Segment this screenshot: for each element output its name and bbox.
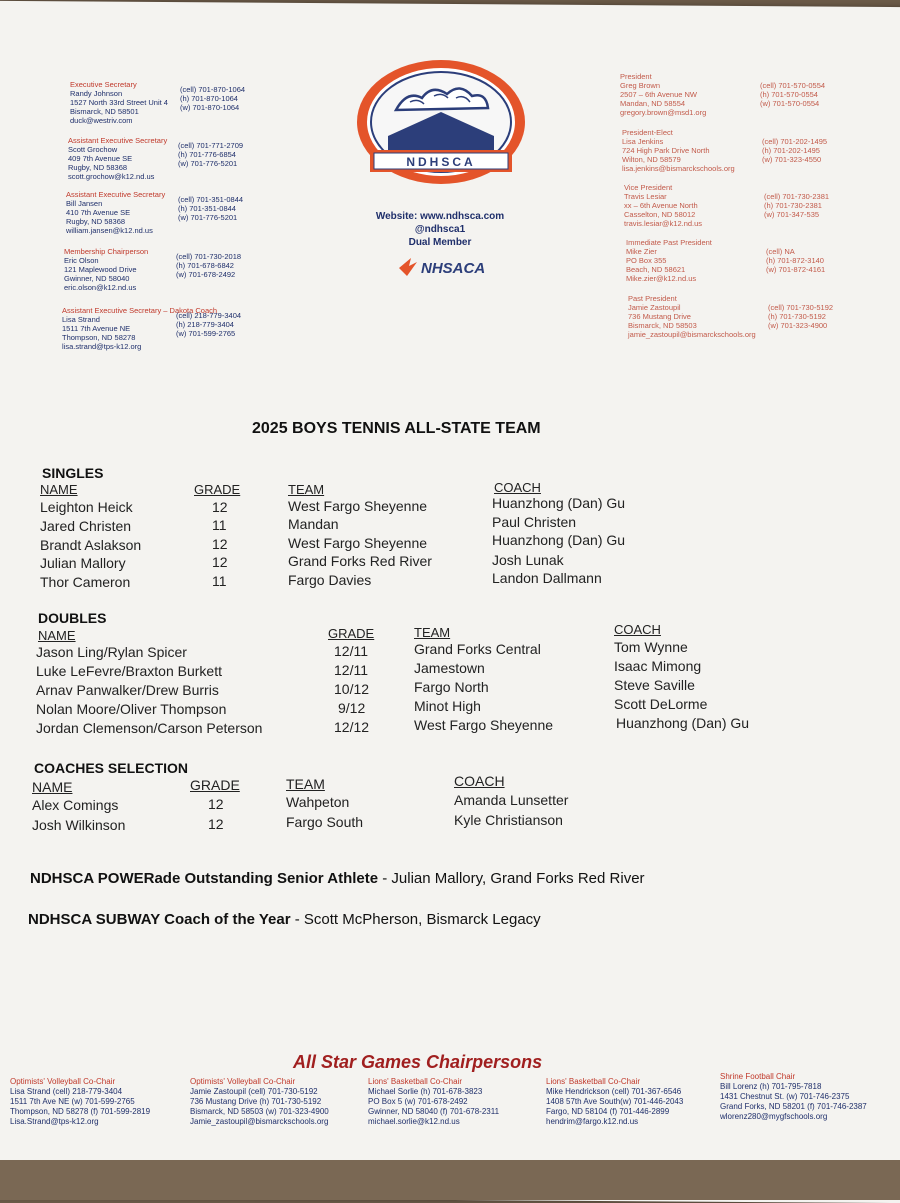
chair-email: wlorenz280@mygfschools.org [720, 1112, 828, 1121]
team-pair-names: Jordan Clemenson/Carson Peterson [36, 720, 263, 736]
contact-block [620, 72, 840, 117]
contact-phone: (w) 701-323-4550 [762, 155, 822, 164]
chair-role: Lions' Basketball Co-Chair [546, 1077, 641, 1086]
player-grade: 12 [208, 796, 224, 812]
award-senior-athlete [30, 870, 645, 887]
contact-phone: (w) 701-678-2492 [176, 270, 236, 279]
col-header-grade: GRADE [190, 777, 240, 793]
contact-phone: (cell) 701-730-2018 [176, 252, 242, 261]
player-coach: Kyle Christianson [454, 812, 563, 828]
contact-phone: (h) 218-779-3404 [176, 320, 234, 329]
contact-line: Bismarck, ND 58501 [70, 107, 139, 116]
player-name: Jared Christen [40, 518, 132, 534]
contact-email: Mike.zier@k12.nd.us [626, 274, 697, 283]
player-grade: 12 [212, 499, 228, 515]
contact-line: Wilton, ND 58579 [622, 155, 681, 164]
col-header-grade: GRADE [194, 482, 241, 497]
contact-line: Rugby, ND 58368 [68, 163, 128, 172]
player-coach: Paul Christen [492, 514, 577, 530]
chair-line: Bill Lorenz (h) 701-795-7818 [720, 1082, 822, 1091]
contact-phone: (cell) 701-730-2381 [764, 192, 830, 201]
player-name: Julian Mallory [40, 555, 126, 571]
player-team: West Fargo Sheyenne [288, 535, 428, 551]
col-header-name: NAME [32, 779, 73, 795]
contact-phone: (w) 701-776-5201 [178, 159, 238, 168]
chair-role: Shrine Football Chair [720, 1072, 796, 1081]
team-pair-grades: 10/12 [334, 681, 370, 697]
chair-role: Optimists' Volleyball Co-Chair [10, 1077, 116, 1086]
team-pair-names: Jason Ling/Rylan Spicer [36, 644, 187, 660]
contact-email: travis.lesiar@k12.nd.us [624, 219, 703, 228]
contact-email: scott.grochow@k12.nd.us [68, 172, 155, 181]
award-recipient: - Scott McPherson, Bismarck Legacy [290, 911, 541, 928]
col-header-coach: COACH [454, 773, 505, 789]
chair-line: Jamie Zastoupil (cell) 701-730-5192 [190, 1087, 318, 1096]
chair-line: Mike Hendrickson (cell) 701-367-6546 [546, 1087, 682, 1096]
contact-phone: (w) 701-323-4900 [768, 321, 828, 330]
team-pair-coach: Isaac Mimong [614, 658, 702, 674]
team-pair-coach: Scott DeLorme [614, 696, 708, 712]
contact-line: 2507 – 6th Avenue NW [620, 90, 697, 99]
allstar-chair [10, 1077, 150, 1127]
contact-role: Assistant Executive Secretary [68, 136, 168, 145]
contact-line: Bill Jansen [66, 199, 103, 208]
team-pair-school: West Fargo Sheyenne [414, 717, 554, 733]
allstar-chair [546, 1077, 683, 1127]
contact-block [70, 80, 270, 125]
player-name: Alex Comings [32, 797, 119, 813]
doubles-heading: DOUBLES [38, 610, 107, 626]
team-pair-school: Minot High [414, 698, 481, 714]
contact-role: Assistant Executive Secretary [66, 190, 166, 199]
contact-email: william.jansen@k12.nd.us [66, 226, 153, 235]
player-coach: Amanda Lunsetter [454, 792, 569, 808]
chair-line: 736 Mustang Drive (h) 701-730-5192 [190, 1097, 322, 1106]
contact-line: 736 Mustang Drive [628, 312, 691, 321]
contact-block [64, 247, 264, 292]
contact-line: Mandan, ND 58554 [620, 99, 686, 108]
contact-block [626, 238, 846, 283]
contact-block [68, 136, 268, 181]
contact-role: Vice President [624, 183, 673, 192]
contact-line: Scott Grochow [68, 145, 118, 154]
team-pair-grades: 9/12 [338, 700, 366, 716]
contact-line: Mike Zier [626, 247, 657, 256]
contact-line: 1527 North 33rd Street Unit 4 [70, 98, 168, 107]
team-pair-coach: Steve Saville [614, 677, 695, 693]
contact-line: Beach, ND 58621 [626, 265, 686, 274]
player-coach: Huanzhong (Dan) Gu [492, 532, 626, 548]
contact-line: Lisa Strand [62, 315, 100, 324]
col-header-team: TEAM [414, 625, 451, 640]
contact-line: Greg Brown [620, 81, 661, 90]
contact-phone: (h) 701-730-2381 [764, 201, 822, 210]
player-coach: Josh Lunak [492, 552, 564, 568]
chair-line: PO Box 5 (w) 701-678-2492 [368, 1097, 468, 1106]
contact-phone: (h) 701-351-0844 [178, 204, 236, 213]
floor-background [0, 1160, 900, 1200]
contact-email: jamie_zastoupil@bismarckschools.org [628, 330, 756, 339]
contact-phone: (cell) 701-771-2709 [178, 141, 244, 150]
award-coach-of-year [28, 911, 541, 928]
player-team: West Fargo Sheyenne [288, 498, 428, 514]
contact-role: Assistant Executive Secretary – Dakota Coach [62, 306, 218, 315]
award-label: NDHSCA POWERade Outstanding Senior Athlete [30, 870, 379, 887]
contact-line: Casselton, ND 58012 [624, 210, 696, 219]
contact-line: Eric Olson [64, 256, 99, 265]
coaches-selection-heading: COACHES SELECTION [34, 760, 189, 776]
player-name: Josh Wilkinson [32, 817, 126, 833]
player-name: Thor Cameron [40, 574, 131, 590]
chair-line: Fargo, ND 58104 (f) 701-446-2899 [546, 1107, 670, 1116]
ndhsca-logo [352, 58, 530, 188]
contact-role: President-Elect [622, 128, 673, 137]
award-label: NDHSCA SUBWAY Coach of the Year [28, 911, 291, 928]
contact-phone: (h) 701-870-1064 [180, 94, 238, 103]
chair-role: Optimists' Volleyball Co-Chair [190, 1077, 296, 1086]
contact-line: PO Box 355 [626, 256, 667, 265]
contact-block [62, 306, 262, 351]
contact-phone: (h) 701-202-1495 [762, 146, 820, 155]
col-header-grade: GRADE [328, 626, 375, 641]
chair-role: Lions' Basketball Co-Chair [368, 1077, 463, 1086]
singles-heading: SINGLES [42, 465, 104, 481]
chair-line: Michael Sorlie (h) 701-678-3823 [368, 1087, 483, 1096]
player-grade: 11 [212, 517, 227, 533]
contact-web-info [360, 210, 520, 249]
contact-phone: (w) 701-347-535 [764, 210, 820, 219]
player-name: Brandt Aslakson [40, 537, 142, 553]
player-team: Fargo Davies [288, 572, 372, 588]
contact-email: duck@westriv.com [70, 116, 133, 125]
contact-role: President [620, 72, 652, 81]
player-coach: Huanzhong (Dan) Gu [492, 495, 626, 511]
team-pair-school: Jamestown [414, 660, 485, 676]
col-header-coach: COACH [614, 622, 661, 637]
allstar-title: All Star Games Chairpersons [293, 1052, 543, 1072]
contact-role: Executive Secretary [70, 80, 137, 89]
team-pair-coach: Tom Wynne [614, 639, 688, 655]
contact-line: 121 Maplewood Drive [64, 265, 137, 274]
team-pair-school: Grand Forks Central [414, 641, 541, 657]
player-team: Grand Forks Red River [288, 553, 432, 569]
col-header-team: TEAM [288, 482, 325, 497]
team-pair-names: Arnav Panwalker/Drew Burris [36, 682, 219, 698]
contact-phone: (w) 701-776-5201 [178, 213, 238, 222]
team-pair-grades: 12/11 [334, 643, 368, 659]
chair-line: Grand Forks, ND 58201 (f) 701-746-2387 [720, 1102, 867, 1111]
player-coach: Landon Dallmann [492, 570, 602, 586]
chair-line: 1408 57th Ave South(w) 701-446-2043 [546, 1097, 684, 1106]
contact-role: Past President [628, 294, 677, 303]
player-grade: 12 [212, 554, 228, 570]
website-text: Website: www.ndhsca.com [375, 211, 505, 222]
chair-email: Jamie_zastoupil@bismarckschools.org [190, 1117, 329, 1126]
contact-line: Randy Johnson [70, 89, 123, 98]
contact-line: Jamie Zastoupil [628, 303, 681, 312]
chair-line: Thompson, ND 58278 (f) 701-599-2819 [10, 1107, 151, 1116]
contact-line: xx – 6th Avenue North [624, 201, 698, 210]
contact-line: Rugby, ND 58368 [66, 217, 126, 226]
nhsaca-text: NHSACA [421, 260, 485, 277]
chair-line: Lisa Strand (cell) 218-779-3404 [10, 1087, 123, 1096]
contact-block [66, 190, 266, 235]
chair-email: Lisa.Strand@tps-k12.org [10, 1117, 99, 1126]
award-recipient: - Julian Mallory, Grand Forks Red River [378, 870, 645, 887]
contact-email: gregory.brown@msd1.org [620, 108, 707, 117]
col-header-team: TEAM [286, 776, 325, 792]
contact-phone: (h) 701-730-5192 [768, 312, 826, 321]
team-pair-names: Nolan Moore/Oliver Thompson [36, 701, 227, 717]
contact-line: 724 High Park Drive North [622, 146, 710, 155]
player-grade: 11 [212, 573, 227, 589]
player-team: Fargo South [286, 814, 364, 830]
allstar-chair [720, 1072, 867, 1122]
col-header-coach: COACH [494, 480, 541, 495]
contact-email: lisa.strand@tps-k12.org [62, 342, 142, 351]
contact-line: Gwinner, ND 58040 [64, 274, 130, 283]
nhsaca-logo [395, 252, 485, 282]
contact-phone: (cell) 701-351-0844 [178, 195, 244, 204]
player-name: Leighton Heick [40, 499, 133, 515]
chair-line: 1431 Chestnut St. (w) 701-746-2375 [720, 1092, 850, 1101]
contact-phone: (w) 701-870-1064 [180, 103, 240, 112]
contact-phone: (cell) 218-779-3404 [176, 311, 242, 320]
player-grade: 12 [208, 816, 224, 832]
team-pair-school: Fargo North [414, 679, 489, 695]
contact-phone: (h) 701-872-3140 [766, 256, 824, 265]
chair-email: michael.sorlie@k12.nd.us [368, 1117, 460, 1126]
chair-line: Gwinner, ND 58040 (f) 701-678-2311 [368, 1107, 500, 1116]
contact-email: eric.olson@k12.nd.us [64, 283, 137, 292]
membership-text: Dual Member [408, 237, 472, 248]
contact-email: lisa.jenkins@bismarckschools.org [622, 164, 735, 173]
team-pair-grades: 12/11 [334, 662, 368, 678]
contact-phone: (cell) 701-730-5192 [768, 303, 834, 312]
contact-phone: (h) 701-776-6854 [178, 150, 236, 159]
contact-role: Membership Chairperson [64, 247, 149, 256]
col-header-name: NAME [38, 628, 76, 643]
page-title: 2025 BOYS TENNIS ALL-STATE TEAM [252, 420, 541, 437]
allstar-chair [368, 1077, 499, 1127]
contact-phone: (h) 701-678-6842 [176, 261, 234, 270]
col-header-name: NAME [40, 482, 78, 497]
logo-acronym: NDHSCA [406, 155, 476, 169]
contact-line: 410 7th Avenue SE [66, 208, 131, 217]
contact-phone: (w) 701-599-2765 [176, 329, 236, 338]
contact-block [628, 294, 848, 339]
contact-phone: (cell) NA [766, 247, 795, 256]
player-team: Wahpeton [286, 794, 350, 810]
chair-line: 1511 7th Ave NE (w) 701-599-2765 [10, 1097, 135, 1106]
contact-line: 409 7th Avenue SE [68, 154, 133, 163]
contact-phone: (h) 701-570-0554 [760, 90, 818, 99]
contact-line: Bismarck, ND 58503 [628, 321, 697, 330]
contact-block [622, 128, 842, 173]
player-grade: 12 [212, 536, 228, 552]
player-team: Mandan [288, 516, 339, 532]
contact-phone: (w) 701-872-4161 [766, 265, 826, 274]
contact-role: Immediate Past President [626, 238, 712, 247]
contact-line: 1511 7th Avenue NE [62, 324, 131, 333]
chair-line: Bismarck, ND 58503 (w) 701-323-4900 [190, 1107, 329, 1116]
contact-block [624, 183, 844, 228]
social-handle: @ndhsca1 [414, 224, 466, 235]
contact-line: Lisa Jenkins [622, 137, 664, 146]
contact-phone: (w) 701-570-0554 [760, 99, 820, 108]
chair-email: hendrim@fargo.k12.nd.us [546, 1117, 639, 1126]
team-pair-grades: 12/12 [334, 719, 370, 735]
allstar-chair [190, 1077, 329, 1127]
team-pair-coach: Huanzhong (Dan) Gu [616, 715, 750, 731]
contact-line: Travis Lesiar [624, 192, 667, 201]
contact-phone: (cell) 701-202-1495 [762, 137, 828, 146]
contact-phone: (cell) 701-870-1064 [180, 85, 246, 94]
contact-line: Thompson, ND 58278 [62, 333, 136, 342]
contact-phone: (cell) 701-570-0554 [760, 81, 826, 90]
team-pair-names: Luke LeFevre/Braxton Burkett [36, 663, 222, 679]
